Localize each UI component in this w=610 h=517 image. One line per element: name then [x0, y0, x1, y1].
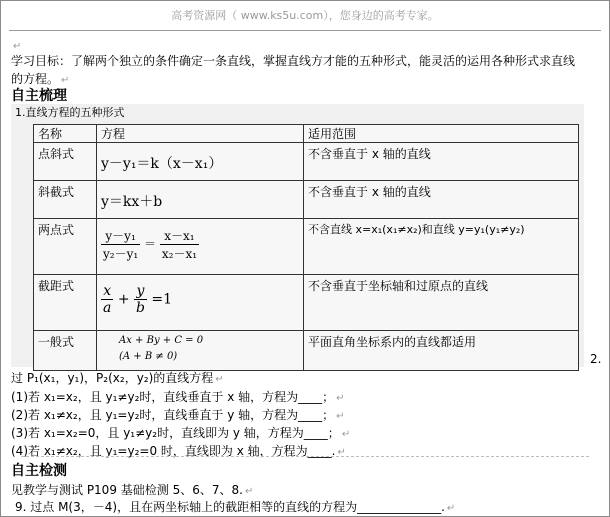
row-name: 点斜式	[34, 143, 97, 181]
row-formula	[97, 143, 304, 181]
row-scope: 不含垂直于 x 轴的直线	[304, 181, 579, 219]
check-reference: 见教学与测试 P109 基础检测 5、6、7、8. ↵	[11, 483, 254, 497]
row-scope: 不含直线 x=x₁(x₁≠x₂)和直线 y=y₁(y₁≠y₂)	[304, 219, 579, 275]
fraction-x-over-a: $\frac{x}{a}$	[103, 283, 112, 316]
section-title-self-check: 自主检测	[11, 463, 67, 479]
fraction-left: $\frac{\text{y－y₁}}{\text{y₂－y₁}}$	[103, 229, 139, 261]
fraction-right: $\frac{\text{x－x₁}}{\text{x₂－x₁}}$	[161, 229, 198, 261]
q2-item-3: (3)若 x₁=x₂=0，且 y₁≠y₂时，直线即为 y 轴，方程为____； ↵	[11, 426, 351, 440]
row-formula	[97, 219, 304, 275]
header-scope: 适用范围	[304, 125, 579, 143]
section-title-self-review: 自主梳理	[11, 88, 67, 104]
q2-item-4: (4)若 x₁≠x₂，且 y₁=y₂=0 时，直线即为 x 轴，方程为____. ↵	[11, 444, 346, 458]
learning-goal-line1: 学习目标：了解两个独立的条件确定一条直线，掌握直线方才能的五种形式，能灵活的运用各种形式求直线	[11, 54, 576, 68]
line-equation-forms-table	[33, 124, 579, 371]
row-scope: 不含垂直于坐标轴和过原点的直线	[304, 275, 579, 331]
q2-item-2: (2)若 x₁≠x₂，且 y₁=y₂时，直线垂直于 y 轴，方程为____； ↵	[11, 408, 345, 422]
header-text: 高考资源网（ www.ks5u.com），您身边的高考专家。	[171, 9, 439, 22]
general-formula-line1: Ax + By + C = 0	[119, 335, 204, 346]
general-formula-line2: (A + B ≠ 0)	[119, 351, 178, 362]
q2-intro: 过 P₁(x₁，y₁)，P₂(x₂，y₂)的直线方程 ↵	[11, 371, 224, 385]
table-row	[34, 219, 579, 275]
row-name: 斜截式	[34, 181, 97, 219]
header-rule	[9, 30, 601, 31]
row-name: 一般式	[34, 331, 97, 371]
page-header	[1, 1, 609, 31]
intercept-formula: $\frac{x}{a}$ + $\frac{y}{b}$ =1	[103, 283, 173, 316]
learning-goal-line2: 的方程。 ↵	[11, 72, 70, 86]
table-row	[34, 275, 579, 331]
slope-intercept-formula: y＝kx＋b	[101, 194, 163, 210]
row-formula	[97, 331, 304, 371]
row-scope: 平面直角坐标系内的直线都适用	[304, 331, 579, 371]
para-mark-top: ↵	[13, 41, 22, 52]
header-name: 名称	[34, 125, 97, 143]
row-formula	[97, 275, 304, 331]
table-row	[34, 143, 579, 181]
table-caption: 1.直线方程的五种形式	[15, 106, 125, 119]
row-name: 截距式	[34, 275, 97, 331]
header-equation: 方程	[97, 125, 304, 143]
fraction-y-over-b: $\frac{y}{b}$	[136, 283, 145, 316]
point-slope-formula: y－y₁＝k（x－x₁）	[101, 156, 223, 172]
forms-table-panel	[11, 104, 584, 367]
item-number-2: 2.	[590, 352, 602, 366]
table-row	[34, 181, 579, 219]
row-name: 两点式	[34, 219, 97, 275]
table-header-row	[34, 125, 579, 143]
two-point-formula: $\frac{\text{y－y₁}}{\text{y₂－y₁}}$ ＝ $\frac{\text{x－x₁}}{\text{x₂－x₁}}$	[103, 229, 198, 261]
question-9: 9. 过点 M(3，－4)，且在两坐标轴上的截距相等的直线的方程为______________. ↵	[15, 500, 456, 514]
dashed-separator	[21, 456, 589, 457]
q2-item-1: (1)若 x₁=x₂，且 y₁≠y₂时，直线垂直于 x 轴，方程为____； ↵	[11, 390, 345, 404]
row-formula	[97, 181, 304, 219]
row-scope: 不含垂直于 x 轴的直线	[304, 143, 579, 181]
table-row	[34, 331, 579, 371]
